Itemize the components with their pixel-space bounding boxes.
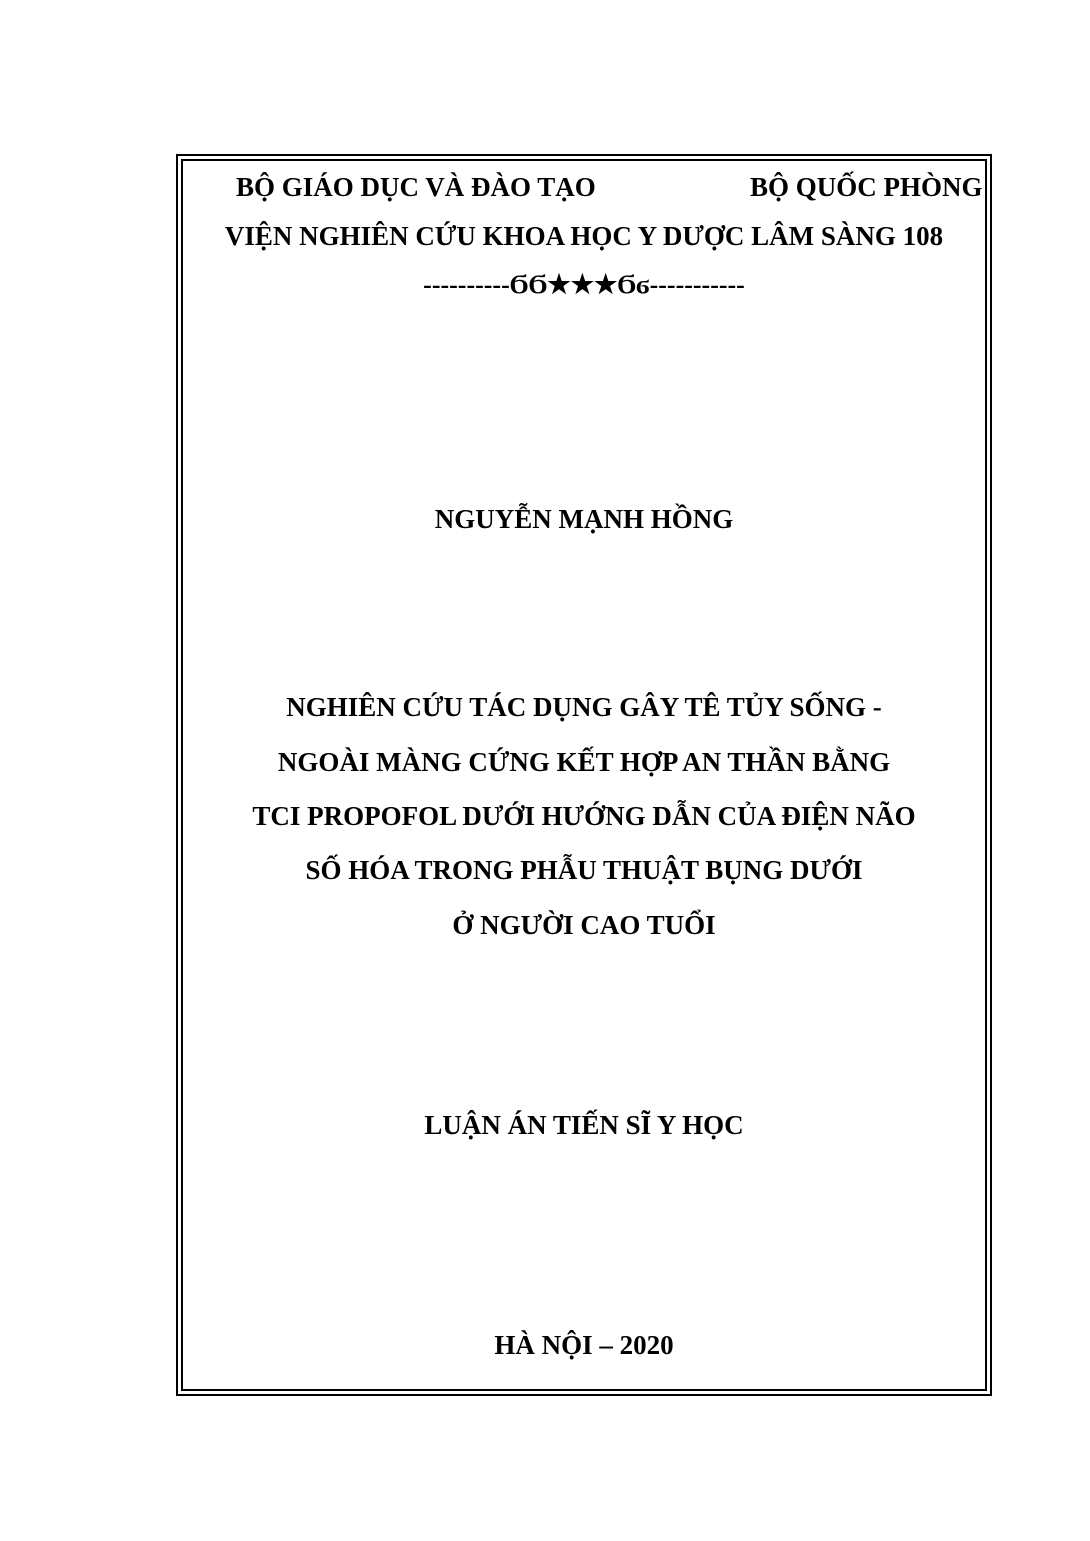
author-name: NGUYỄN MẠNH HỒNG [434, 504, 734, 534]
thesis-title-line: Ở NGƯỜI CAO TUỔI [452, 910, 716, 940]
institute-name: VIỆN NGHIÊN CỨU KHOA HỌC Y DƯỢC LÂM SÀNG 108 [224, 221, 944, 251]
ministry-education: BỘ GIÁO DỤC VÀ ĐÀO TẠO [236, 172, 596, 202]
thesis-title-line: NGOÀI MÀNG CỨNG KẾT HỢP AN THẦN BẰNG [277, 747, 891, 777]
ministry-defense: BỘ QUỐC PHÒNG [750, 172, 983, 202]
thesis-title-line: SỐ HÓA TRONG PHẪU THUẬT BỤNG DƯỚI [305, 855, 863, 885]
thesis-title-line: NGHIÊN CỨU TÁC DỤNG GÂY TÊ TỦY SỐNG - [286, 692, 882, 722]
degree-label: LUẬN ÁN TIẾN SĨ Y HỌC [424, 1110, 744, 1140]
place-year: HÀ NỘI – 2020 [494, 1330, 674, 1360]
ornament-divider: ----------ϬϬ★★★Ϭϭ----------- [423, 270, 745, 299]
thesis-title-line: TCI PROPOFOL DƯỚI HƯỚNG DẪN CỦA ĐIỆN NÃO [252, 801, 916, 831]
